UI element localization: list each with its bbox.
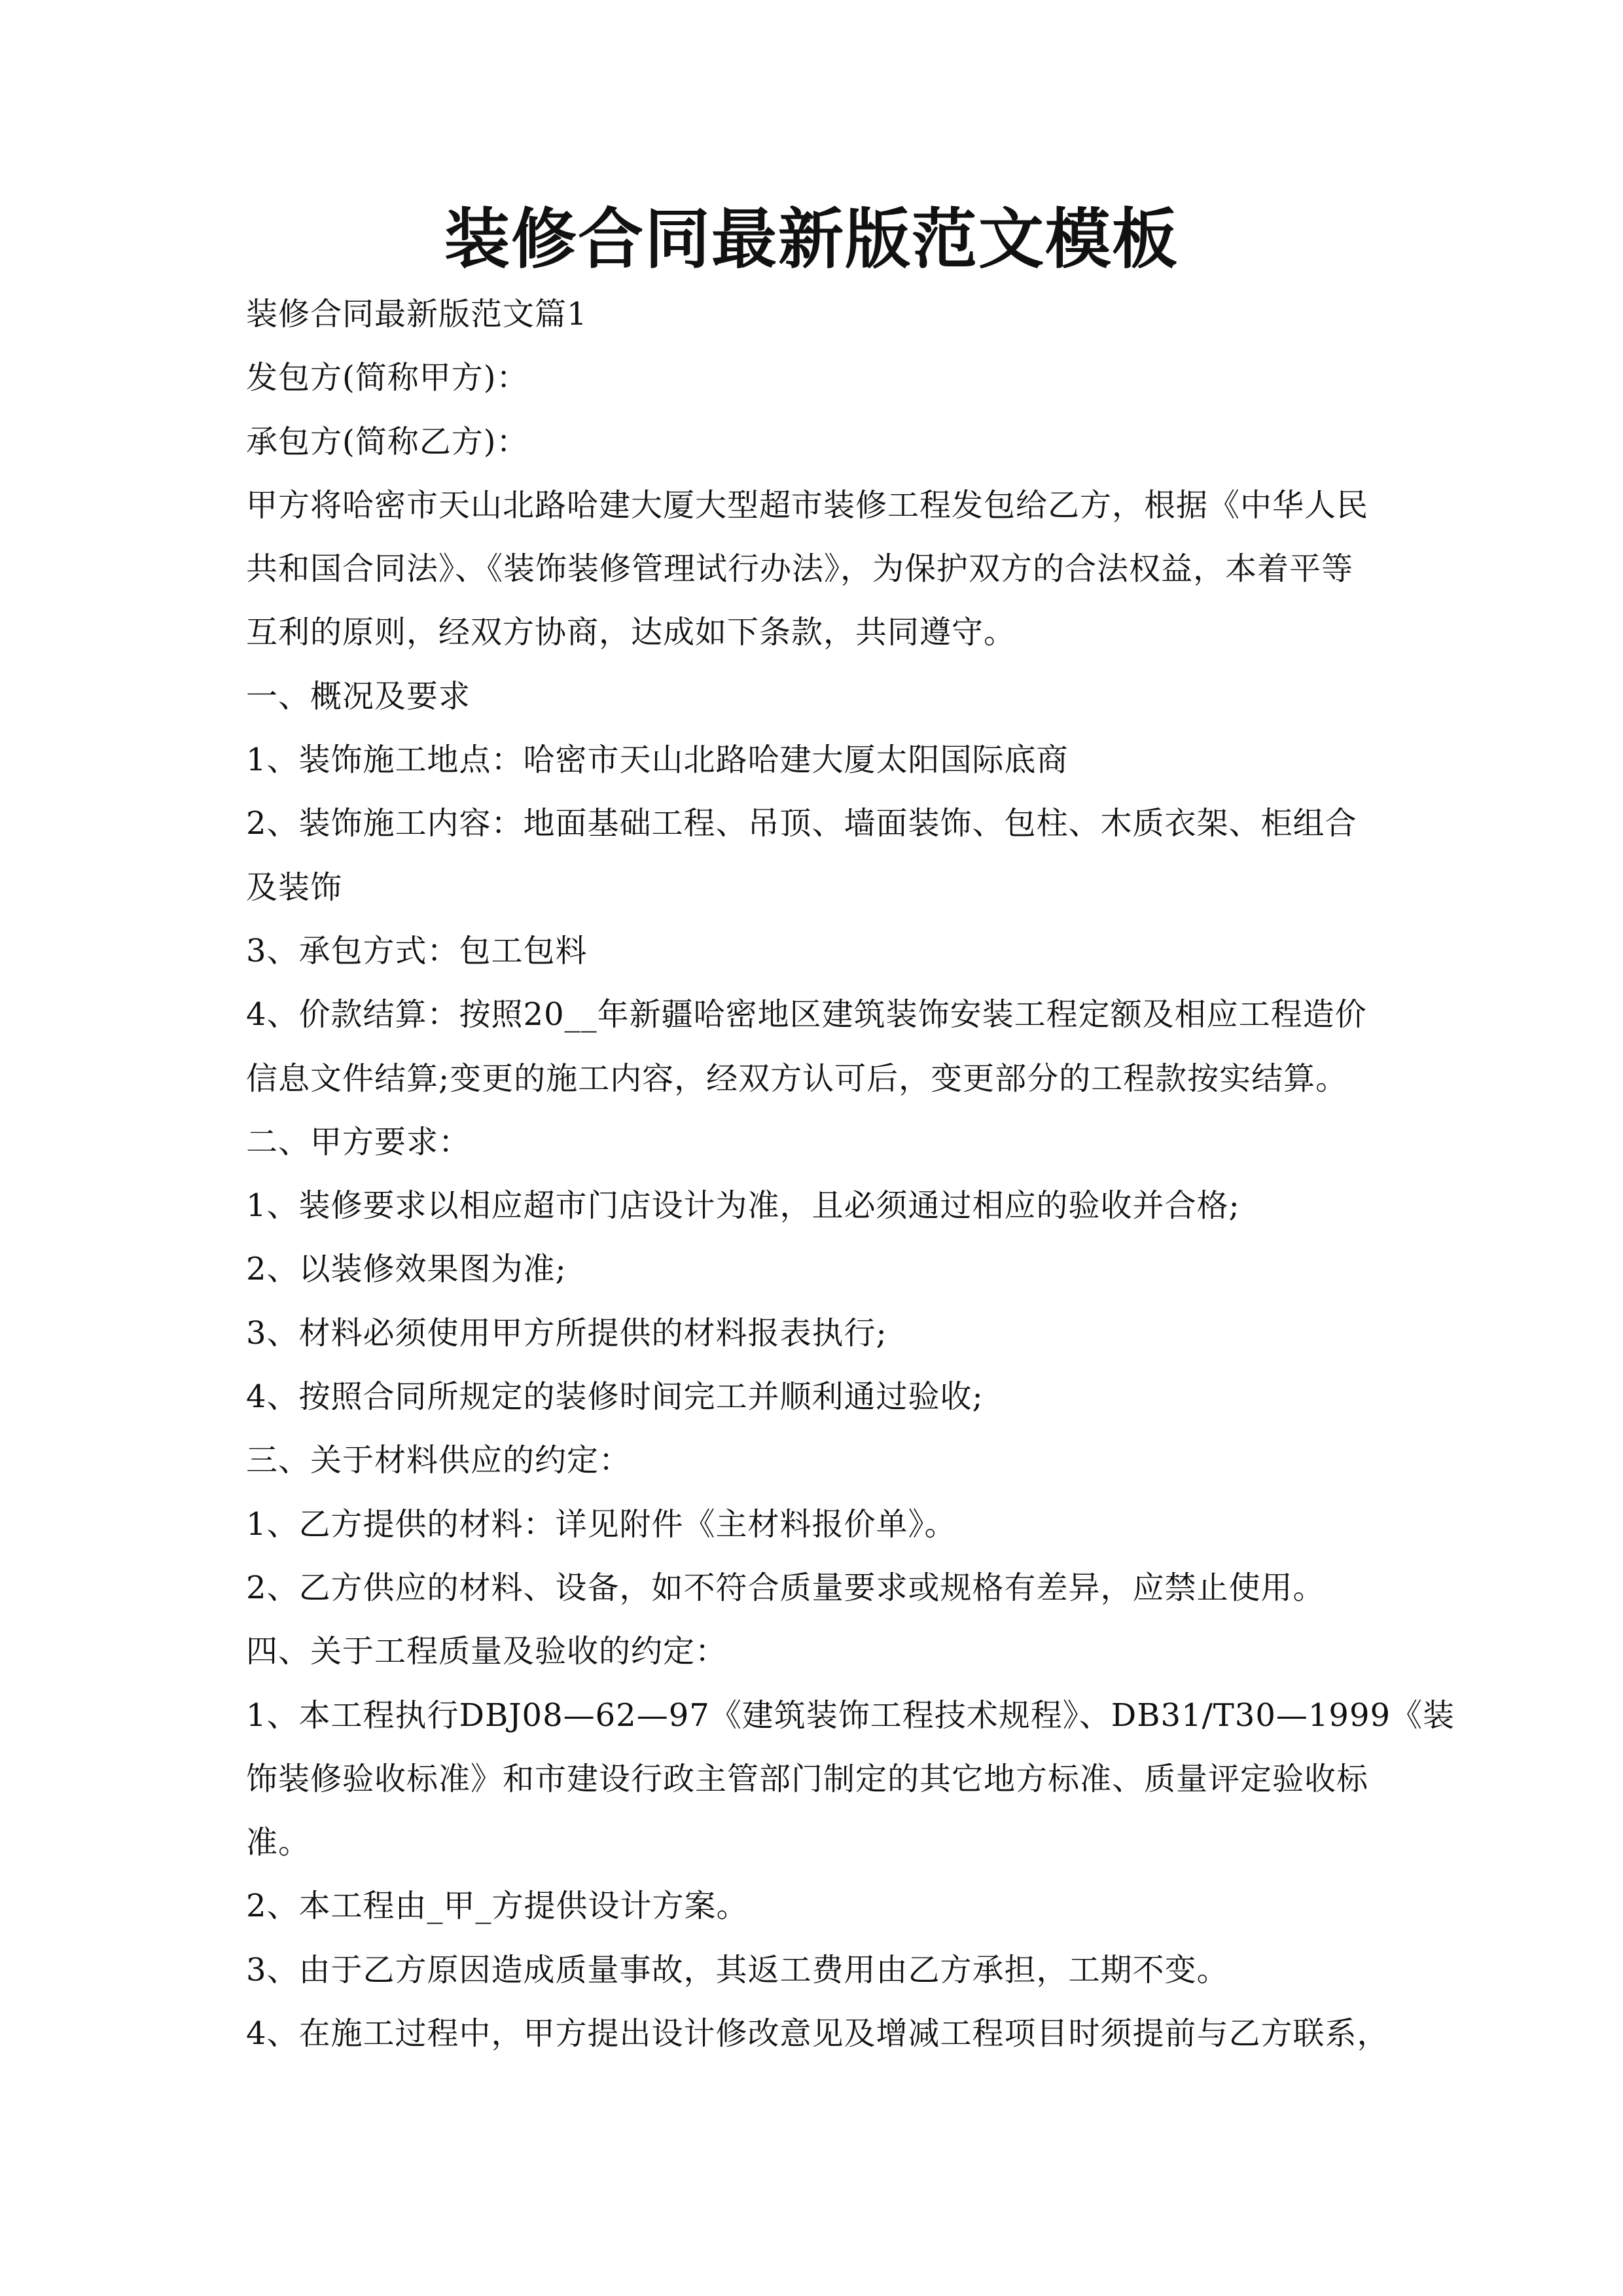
text-line: 2、装饰施工内容：地面基础工程、吊顶、墙面装饰、包柱、木质衣架、柜组合: [246, 805, 1357, 842]
text-line: 3、由于乙方原因造成质量事故，其返工费用由乙方承担，工期不变。: [246, 1951, 1229, 1988]
text-line: 4、按照合同所规定的装修时间完工并顺利通过验收;: [246, 1378, 984, 1416]
text-line: 饰装修验收标准》和市建设行政主管部门制定的其它地方标准、质量评定验收标: [246, 1760, 1369, 1797]
text-line: 二、甲方要求：: [246, 1123, 471, 1160]
text-line: 4、价款结算：按照20__年新疆哈密地区建筑装饰安装工程定额及相应工程造价: [246, 996, 1367, 1033]
text-line: 1、装修要求以相应超市门店设计为准，且必须通过相应的验收并合格;: [246, 1187, 1240, 1225]
text-line: 1、乙方提供的材料：详见附件《主材料报价单》。: [246, 1505, 957, 1543]
text-line: 3、材料必须使用甲方所提供的材料报表执行;: [246, 1314, 887, 1352]
text-line: 3、承包方式：包工包料: [246, 932, 588, 969]
document-body: [246, 283, 1455, 2066]
text-line: 4、在施工过程中，甲方提出设计修改意见及增减工程项目时须提前与乙方联系，: [246, 2015, 1389, 2053]
text-line: 及装饰: [246, 869, 343, 906]
text-line: 信息文件结算;变更的施工内容，经双方认可后，变更部分的工程款按实结算。: [246, 1060, 1348, 1097]
text-line: 2、本工程由_甲_方提供设计方案。: [246, 1888, 749, 1925]
text-line: 2、乙方供应的材料、设备，如不符合质量要求或规格有差异，应禁止使用。: [246, 1569, 1325, 1606]
text-line: 共和国合同法》、《装饰装修管理试行办法》，为保护双方的合法权益，本着平等: [246, 550, 1354, 588]
text-line: 甲方将哈密市天山北路哈建大厦大型超市装修工程发包给乙方，根据《中华人民: [246, 486, 1369, 524]
text-line: 1、本工程执行DBJ08—62—97《建筑装饰工程技术规程》、DB31/T30—1999《装: [246, 1696, 1455, 1734]
text-line: 准。: [246, 1824, 311, 1861]
text-line: 1、装饰施工地点：哈密市天山北路哈建大厦太阳国际底商: [246, 742, 1069, 779]
document-title: 装修合同最新版范文模板: [444, 200, 1179, 278]
text-line: 2、以装修效果图为准;: [246, 1251, 567, 1288]
text-line: 发包方(简称甲方)：: [246, 359, 529, 397]
text-line: 装修合同最新版范文篇1: [246, 296, 588, 332]
text-line: 一、概况及要求: [246, 677, 471, 715]
text-line: 互利的原则，经双方协商，达成如下条款，共同遵守。: [246, 614, 1016, 651]
text-line: 四、关于工程质量及验收的约定：: [246, 1633, 728, 1670]
text-line: 承包方(简称乙方)：: [246, 423, 529, 460]
text-line: 三、关于材料供应的约定：: [246, 1442, 632, 1479]
